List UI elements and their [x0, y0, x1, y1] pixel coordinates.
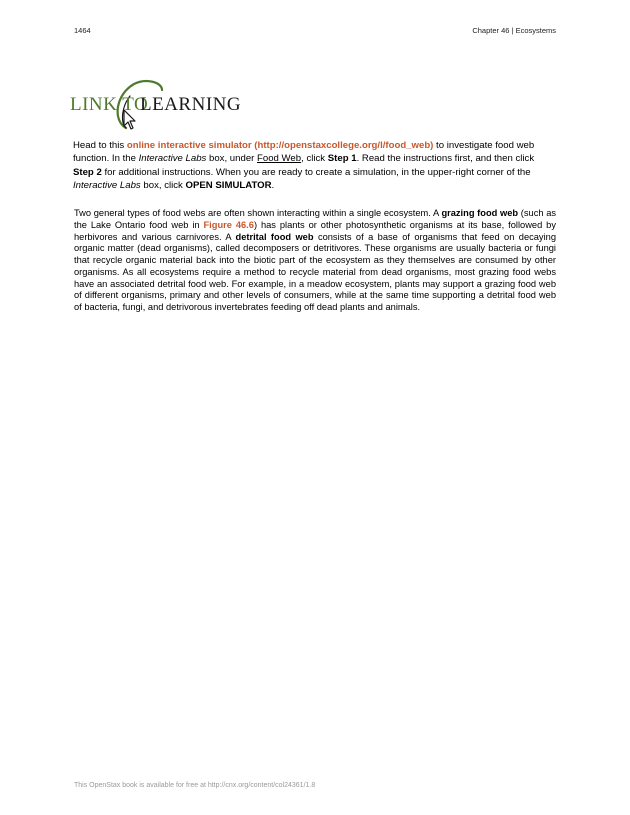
chapter-header: Chapter 46 | Ecosystems	[472, 26, 556, 35]
footer-text: This OpenStax book is available for free at http://cnx.org/content/col24361/1.8	[74, 782, 316, 789]
figure-reference-link[interactable]: Figure 46.6	[203, 219, 254, 230]
page-number: 1464	[74, 26, 91, 35]
link-to-learning-logo	[64, 76, 244, 132]
logo-learning-text: LEARNING	[140, 94, 242, 115]
step-2-bold: Step 2	[73, 166, 102, 178]
open-simulator-bold: OPEN SIMULATOR	[185, 180, 272, 192]
body-paragraph	[74, 208, 556, 314]
link-text-segment: , click	[301, 153, 328, 165]
food-web-underlined: Food Web	[257, 153, 302, 165]
link-text-segment: . Read the instructions first, and then click	[356, 153, 535, 165]
link-to-learning-text	[73, 139, 557, 193]
interactive-labs-emphasis: Interactive Labs	[138, 153, 207, 165]
paragraph-segment: ) has plants or other photosynthetic organisms at its base, followed by herbivores and various carnivores. A	[74, 219, 556, 242]
paragraph-segment: (such as the Lake Ontario food web in	[74, 208, 557, 230]
paragraph-segment: Two general types of food webs are often shown interacting within a single ecosystem. A	[74, 208, 442, 218]
link-text-segment: to investigate food web function. In the	[73, 140, 535, 165]
step-1-bold: Step 1	[327, 153, 357, 165]
link-text-segment: .	[271, 180, 275, 192]
link-text-segment: box, click	[140, 180, 186, 192]
link-text-segment: for additional instructions. When you are ready to create a simulation, in the upper-right corner of the	[101, 166, 531, 178]
link-text-segment: box, under	[206, 153, 258, 165]
link-text-segment: Head to this	[73, 140, 127, 151]
interactive-labs-emphasis: Interactive Labs	[73, 180, 141, 192]
logo-link-to-text: LINK TO	[70, 94, 149, 115]
grazing-food-web-term: grazing food web	[441, 208, 519, 218]
simulator-link[interactable]: online interactive simulator (http://openstaxcollege.org/l/food_web)	[126, 140, 434, 151]
paragraph-segment: consists of a base of organisms that feed on decaying organic matter (dead organisms), called decomposers or detritivores. These organisms are usually bacteria or fungi that recycle organic material back into the biotic part of the ecosystem as they themselves are consumed by other organisms. As all ecosystems require a method to recycle material from dead organisms, most grazing food webs have an associated detrital food web. For example, in a meadow ecosystem, plants may support a grazing food web of different organisms, primary and other levels of consumers, while at the same time supporting a detrital food web of bacteria, fungi, and detrivorous invertebrates feeding off dead plants and animals.	[74, 231, 556, 312]
detrital-food-web-term: detrital food web	[235, 231, 314, 242]
